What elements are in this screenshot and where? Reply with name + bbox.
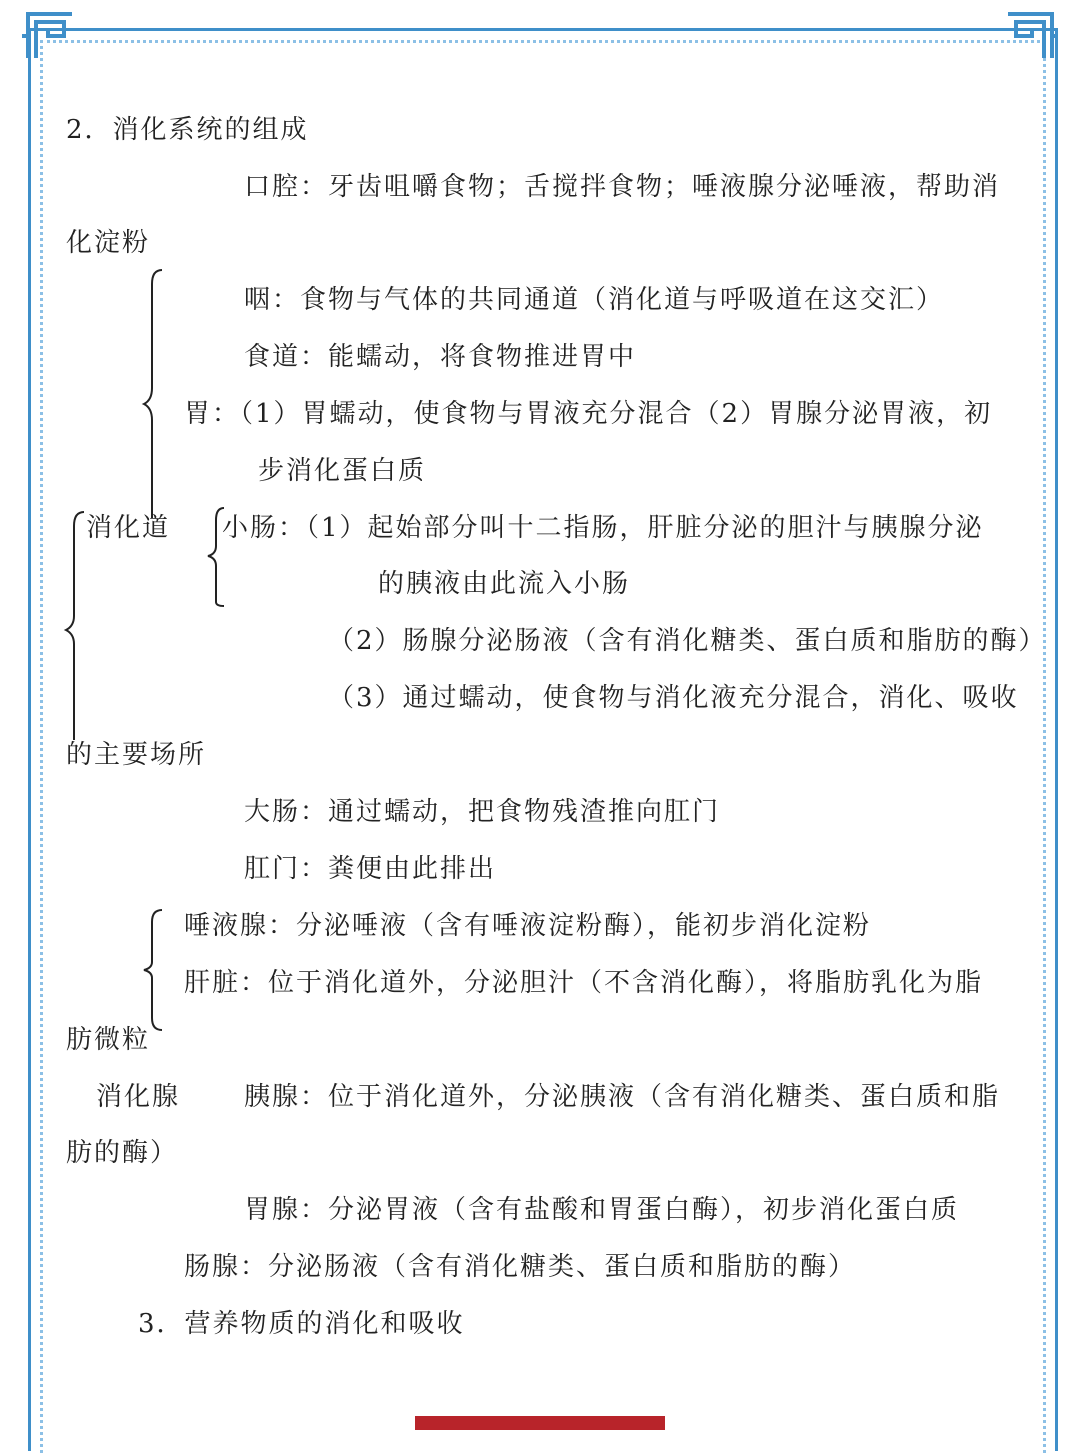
digestive-tract-label: 消化道 bbox=[86, 513, 171, 543]
large-intestine-line: 大肠：通过蠕动，把食物残渣推向肛门 bbox=[244, 797, 721, 827]
liver-line-1: 肝脏：位于消化道外，分泌胆汁（不含消化酶），将脂肪乳化为脂 bbox=[184, 968, 984, 998]
small-intestine-line-5: 的主要场所 bbox=[66, 740, 207, 770]
anus-line: 肛门：粪便由此排出 bbox=[244, 854, 497, 884]
section-2-title: 2．消化系统的组成 bbox=[66, 115, 309, 145]
esophagus-line: 食道：能蠕动，将食物推进胃中 bbox=[244, 342, 637, 372]
pancreas-line-2: 肪的酶） bbox=[66, 1138, 179, 1168]
mouth-line-1: 口腔：牙齿咀嚼食物；舌搅拌食物；唾液腺分泌唾液，帮助消 bbox=[244, 172, 1001, 202]
pharynx-line: 咽：食物与气体的共同通道（消化道与呼吸道在这交汇） bbox=[244, 285, 945, 315]
gastric-gland-line: 胃腺：分泌胃液（含有盐酸和胃蛋白酶），初步消化蛋白质 bbox=[244, 1195, 960, 1225]
intestinal-gland-line: 肠腺：分泌肠液（含有消化糖类、蛋白质和脂肪的酶） bbox=[184, 1252, 857, 1282]
liver-line-2: 肪微粒 bbox=[66, 1025, 151, 1055]
brace-digestive-glands bbox=[140, 908, 168, 1032]
digestive-gland-label: 消化腺 bbox=[96, 1082, 181, 1112]
brace-digestive-tract bbox=[60, 508, 88, 742]
page-number-tab bbox=[415, 1416, 665, 1430]
corner-ornament-top-right bbox=[1000, 6, 1060, 66]
salivary-gland-line: 唾液腺：分泌唾液（含有唾液淀粉酶），能初步消化淀粉 bbox=[184, 911, 872, 941]
corner-ornament-top-left bbox=[20, 6, 80, 66]
section-3-title: 3．营养物质的消化和吸收 bbox=[138, 1309, 465, 1339]
brace-digestive-organs bbox=[140, 268, 168, 520]
stomach-line-1: 胃：（1）胃蠕动，使食物与胃液充分混合（2）胃腺分泌胃液，初 bbox=[184, 399, 993, 429]
small-intestine-line-1: 小肠：（1）起始部分叫十二指肠，肝脏分泌的胆汁与胰腺分泌 bbox=[222, 513, 984, 543]
mouth-line-2: 化淀粉 bbox=[66, 228, 151, 258]
small-intestine-line-2: 的胰液由此流入小肠 bbox=[378, 569, 631, 599]
pancreas-line-1: 胰腺：位于消化道外，分泌胰液（含有消化糖类、蛋白质和脂 bbox=[244, 1082, 1001, 1112]
stomach-line-2: 步消化蛋白质 bbox=[258, 456, 427, 486]
small-intestine-line-3: （2）肠腺分泌肠液（含有消化糖类、蛋白质和脂肪的酶） bbox=[328, 626, 1047, 656]
brace-small-intestine bbox=[204, 506, 230, 608]
small-intestine-line-4: （3）通过蠕动，使食物与消化液充分混合，消化、吸收 bbox=[328, 683, 1019, 713]
